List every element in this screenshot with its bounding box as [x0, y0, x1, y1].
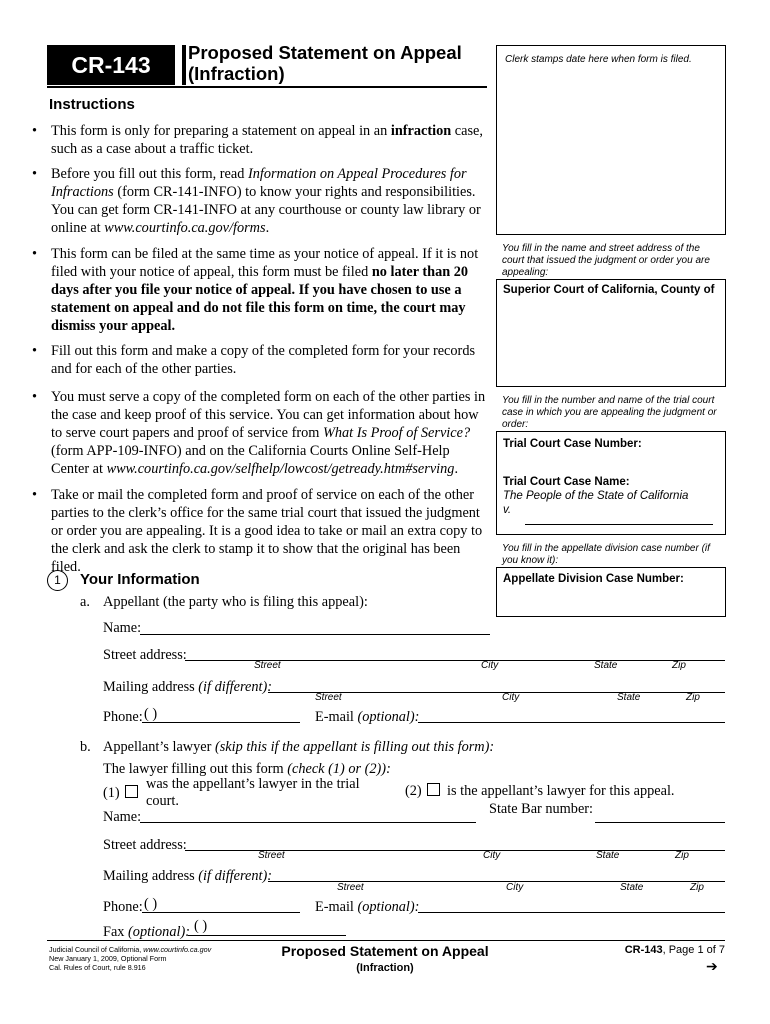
footer-date: New January 1, 2009, Optional Form — [49, 954, 167, 963]
trial-case-box[interactable] — [496, 431, 726, 535]
lawyer-phone-field[interactable] — [142, 912, 300, 913]
footer-rule — [47, 940, 725, 941]
lawyer-zip-sub: Zip — [675, 850, 689, 861]
footer-publisher: Judicial Council of California, www.courtinfo.ca.gov — [49, 945, 212, 954]
mail-zip-sub: Zip — [686, 692, 700, 703]
fax-field[interactable] — [188, 935, 346, 936]
email-label: E-mail (optional): — [315, 709, 420, 725]
clerk-stamp-box[interactable] — [496, 45, 726, 235]
street-sub: Street — [254, 660, 281, 671]
court-box[interactable] — [496, 279, 726, 387]
phone-label: Phone: — [103, 709, 143, 725]
clerk-stamp-note: Clerk stamps date here when form is filed. — [505, 54, 692, 65]
instruction-bullet-4: • Fill out this form and make a copy of the completed form for your records and for each of the other parties. — [32, 343, 476, 377]
lawyer-email-field[interactable] — [418, 912, 725, 913]
item-b-label: b. — [80, 739, 91, 755]
item-a-label: a. — [80, 594, 90, 610]
appellant-phone-field[interactable] — [142, 722, 300, 723]
state-bar-label: State Bar number: — [489, 801, 594, 817]
appellate-note: You fill in the appellate division case number (if you know it): — [502, 543, 710, 566]
fax-paren: ( ) — [194, 918, 208, 934]
court-note: You fill in the name and street address of the court that issued the judgment or order you are appealing: — [502, 243, 710, 278]
lawyer-state-sub: State — [596, 850, 620, 861]
lawyer-street-label: Street address: — [103, 837, 187, 853]
appellate-case-label: Appellate Division Case Number: — [503, 573, 684, 585]
versus-text: v. — [503, 504, 512, 516]
lawyer-phone-label: Phone: — [103, 899, 143, 915]
lawyer-mail-street-sub: Street — [337, 882, 364, 893]
instruction-bullet-1: • This form is only for preparing a statement on appeal in an infraction case, such as a case about a traffic ticket. — [32, 123, 483, 157]
header-rule — [47, 86, 487, 88]
trial-case-name-label: Trial Court Case Name: — [503, 476, 630, 488]
option2-checkbox[interactable] — [427, 783, 440, 796]
instruction-bullet-6: • Take or mail the completed form and proof of service on each of the other parties to the clerk’s office for the same trial court that issued the judgment or order you are appealing. It is a good idea to take or mail an extra copy to the clerk and ask the clerk to stamp it to show that the original has been filed. — [32, 487, 483, 575]
lawyer-phone-paren: ( ) — [144, 896, 158, 912]
footer-left — [49, 945, 211, 972]
item-b-text: Appellant’s lawyer (skip this if the appellant is filling out this form): — [103, 739, 495, 755]
lawyer-name-label: Name: — [103, 809, 142, 825]
people-text: The People of the State of California — [503, 490, 689, 502]
option1-checkbox[interactable] — [125, 785, 138, 798]
lawyer-line: The lawyer filling out this form (check (1) or (2)): — [103, 761, 391, 777]
lawyer-name-field[interactable] — [140, 822, 476, 823]
fax-label: Fax (optional): — [103, 924, 190, 940]
footer-page: CR-143, Page 1 of 7 — [624, 944, 725, 956]
section1-number-badge: 1 — [47, 570, 68, 591]
mail-street-sub: Street — [315, 692, 342, 703]
mail-state-sub: State — [617, 692, 641, 703]
mail-city-sub: City — [502, 692, 520, 703]
option1-text: was the appellant’s lawyer in the trial court. — [146, 776, 360, 809]
item-a-text: Appellant (the party who is filing this appeal): — [103, 594, 368, 610]
section1-heading: Your Information — [80, 571, 200, 588]
state-bar-field[interactable] — [595, 822, 725, 823]
lawyer-city-sub: City — [483, 850, 501, 861]
case-note: You fill in the number and name of the trial court case in which you are appealing the judgment or order: — [502, 395, 717, 430]
phone-paren: ( ) — [144, 706, 158, 722]
lawyer-mail-state-sub: State — [620, 882, 644, 893]
instructions-heading: Instructions — [49, 96, 135, 113]
lawyer-street-sub: Street — [258, 850, 285, 861]
instruction-bullet-2: • Before you fill out this form, read Information on Appeal Procedures for Infractions (form CR-141-INFO) to know your rights and responsibilities. You can get form CR-141-INFO at any courthouse or county law library or online at www.courtinfo.ca.gov/forms. — [32, 166, 481, 236]
instruction-bullet-5: • You must serve a copy of the completed form on each of the other parties in the case and keep proof of this service. You can get information about how to serve court papers and proof of service from What Is Proof of Service? (form APP-109-INFO) and on the California Courts Online Self-Help Center at www.courtinfo.ca.gov/selfhelp/lowcost/getready.htm#serving. — [32, 389, 486, 477]
city-sub: City — [481, 660, 499, 671]
instruction-bullet-3: • This form can be filed at the same time as your notice of appeal. If it is not filed with your notice of appeal, this form must be filed no later than 20 days after you file your notice of appeal. If you have chosen to use a statement on appeal and do not file this form on time, the court may dismiss your appeal. — [32, 246, 479, 334]
appellate-case-box[interactable] — [496, 567, 726, 617]
street-label: Street address: — [103, 647, 187, 663]
option2-num: (2) — [405, 783, 422, 799]
form-code: CR-143 — [47, 45, 175, 85]
lawyer-mail-zip-sub: Zip — [690, 882, 704, 893]
footer-title: Proposed Statement on Appeal (Infraction) — [281, 943, 489, 974]
lawyer-mail-city-sub: City — [506, 882, 524, 893]
name-label: Name: — [103, 620, 142, 636]
title-divider — [182, 45, 186, 85]
lawyer-mailing-label: Mailing address (if different): — [103, 868, 273, 884]
state-sub: State — [594, 660, 618, 671]
trial-case-number-label: Trial Court Case Number: — [503, 438, 642, 450]
appellant-name-field[interactable] — [140, 634, 490, 635]
defendant-line — [525, 524, 713, 525]
form-title-line1: Proposed Statement on Appeal — [188, 42, 462, 63]
next-page-arrow-icon[interactable]: ➔ — [706, 958, 718, 974]
footer-rule-ref: Cal. Rules of Court, rule 8.916 — [49, 963, 146, 972]
option2-text: is the appellant’s lawyer for this appeal. — [447, 783, 675, 799]
court-label: Superior Court of California, County of — [503, 284, 715, 296]
form-title-line2: (Infraction) — [188, 63, 285, 84]
mailing-label: Mailing address (if different): — [103, 679, 273, 695]
lawyer-email-label: E-mail (optional): — [315, 899, 420, 915]
appellant-email-field[interactable] — [418, 722, 725, 723]
form-title — [188, 42, 488, 84]
option1-num: (1) — [103, 785, 120, 801]
zip-sub: Zip — [672, 660, 686, 671]
